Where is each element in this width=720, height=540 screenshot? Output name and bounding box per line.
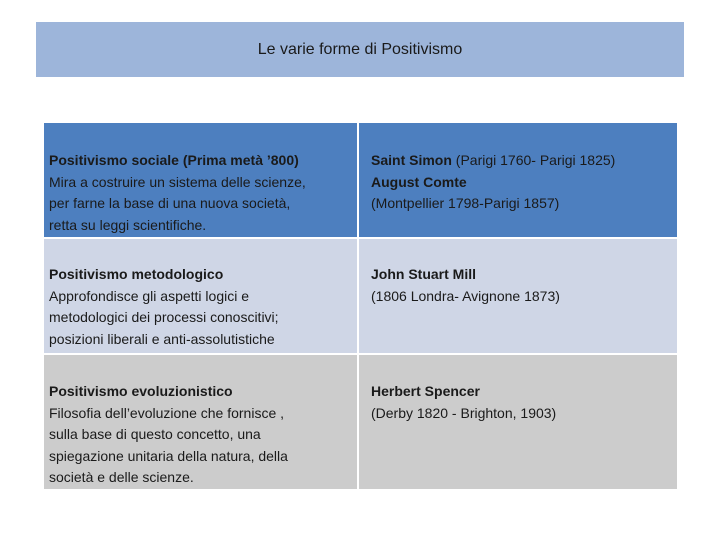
description-line: spiegazione unitaria della natura, della <box>49 447 288 464</box>
cell-social-description <box>44 123 358 238</box>
cell-methodological-authors <box>358 238 677 354</box>
title-bar <box>36 22 684 77</box>
description-line: sulla base di questo concetto, una <box>49 426 261 442</box>
cell-evolutionary-authors <box>358 354 677 489</box>
author-name: Saint Simon <box>371 152 452 168</box>
table-row-evolutionary <box>44 354 677 489</box>
description-line: retta su leggi scientifiche. <box>49 216 207 233</box>
table-row-methodological <box>44 238 677 354</box>
author-detail: (Montpellier 1798-Parigi 1857) <box>371 195 560 211</box>
author-detail: (1806 Londra- Avignone 1873) <box>371 287 560 304</box>
description-line: Approfondisce gli aspetti logici e <box>49 287 250 304</box>
author-detail: (Parigi 1760- Parigi 1825) <box>451 152 616 168</box>
row-heading: Positivismo metodologico <box>49 266 224 282</box>
author-name: August Comte <box>371 173 467 190</box>
author-name: Herbert Spencer <box>371 383 480 399</box>
author-name: John Stuart Mill <box>371 266 476 282</box>
page-title: Le varie forme di Positivismo <box>257 40 463 58</box>
author-detail: (Derby 1820 - Brighton, 1903) <box>371 404 557 421</box>
positivism-table <box>44 123 677 489</box>
cell-methodological-description <box>44 238 358 354</box>
description-line: Filosofia dell’evoluzione che fornisce , <box>49 404 285 421</box>
description-line: Mira a costruire un sistema delle scienze, <box>49 173 306 190</box>
description-line: metodologici dei processi conoscitivi; <box>49 309 279 325</box>
description-line: società e delle scienze. <box>49 469 194 485</box>
description-line: per farne la base di una nuova società, <box>49 195 291 211</box>
table-row-social <box>44 123 677 238</box>
cell-social-authors <box>358 123 677 238</box>
cell-evolutionary-description <box>44 354 358 489</box>
row-heading: Positivismo evoluzionistico <box>49 383 233 399</box>
row-heading: Positivismo sociale (Prima metà ’800) <box>49 152 299 168</box>
description-line: posizioni liberali e anti-assolutistiche <box>49 330 275 347</box>
